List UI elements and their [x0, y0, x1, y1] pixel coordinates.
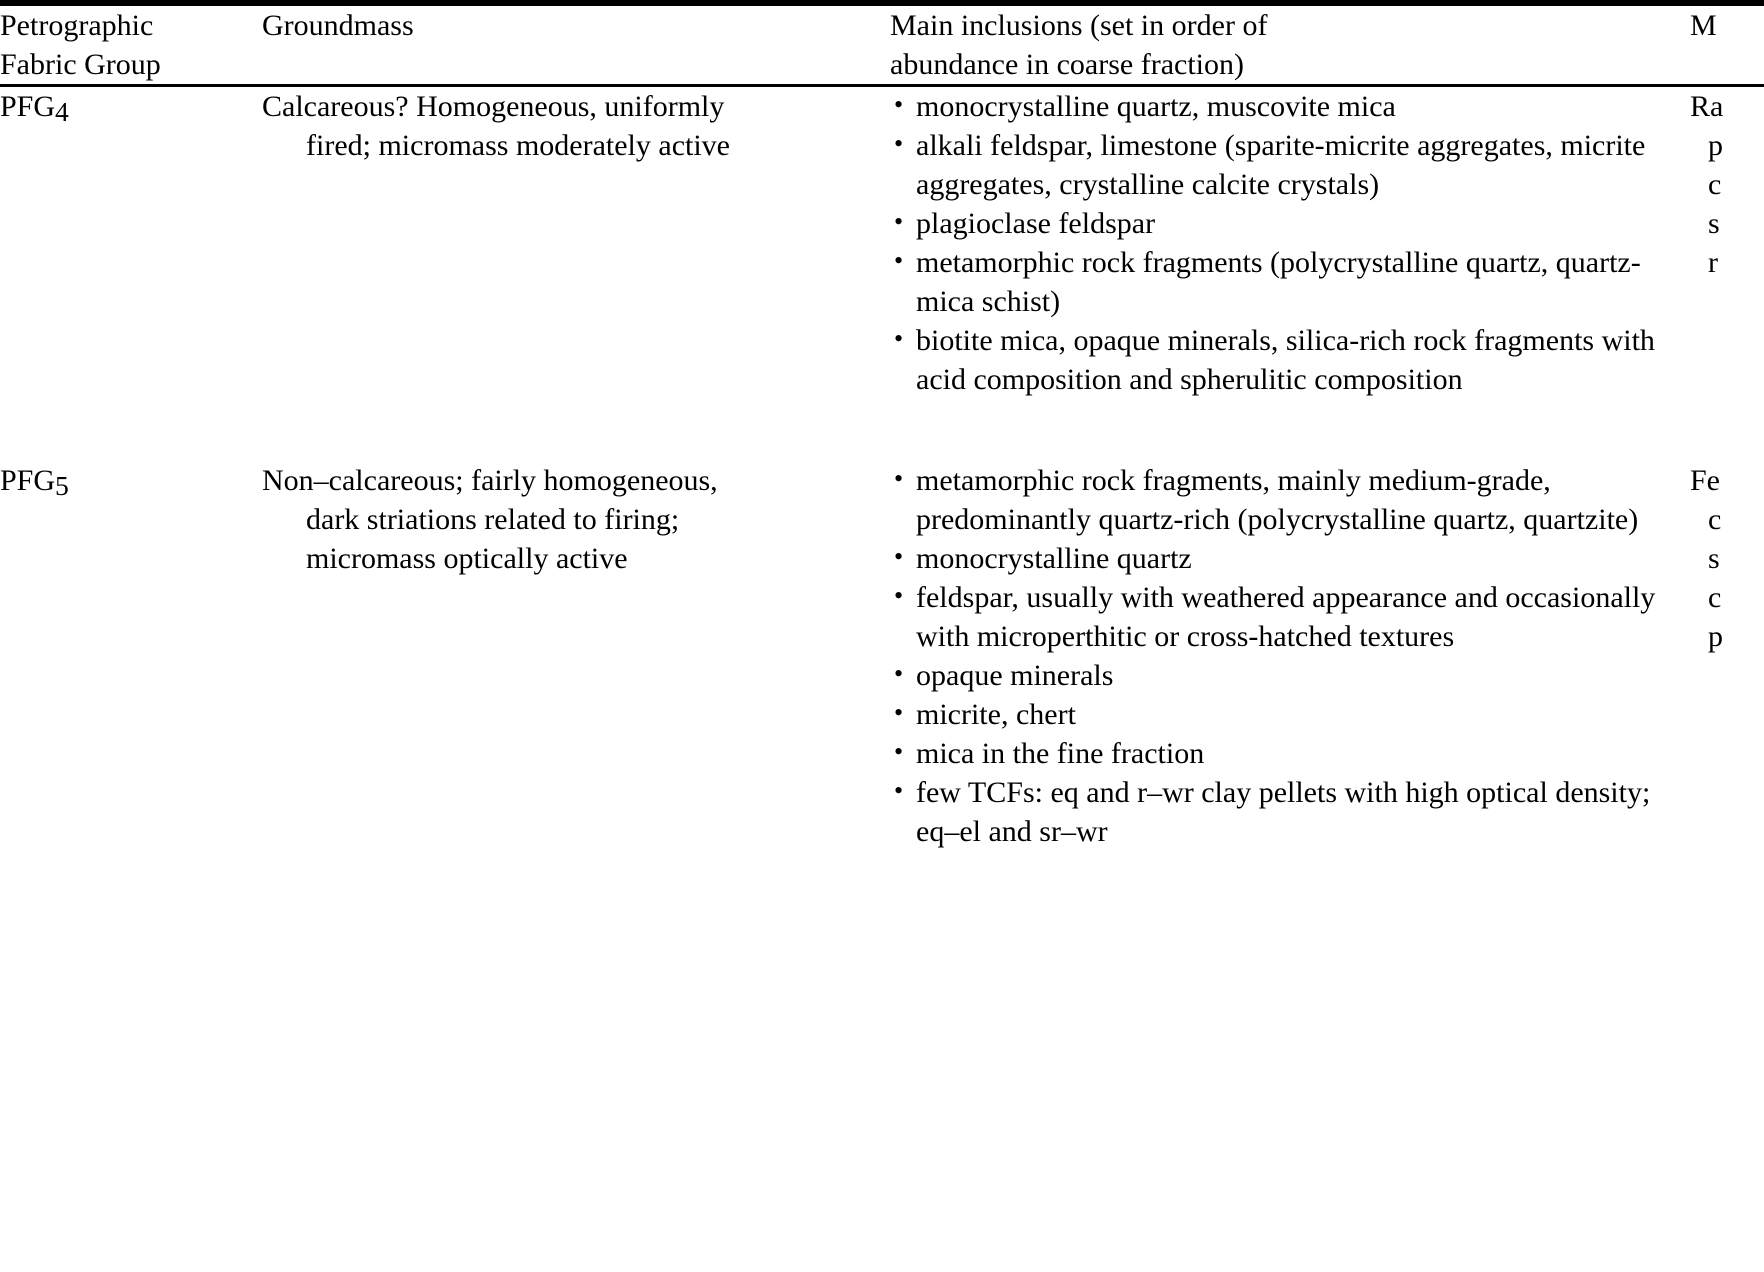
row-spacer-cell — [262, 399, 890, 461]
inclusions-list — [890, 87, 1690, 399]
matrix-line: c — [1708, 168, 1722, 201]
column-header-matrix-line1: M — [1690, 9, 1717, 42]
matrix-line: p — [1708, 620, 1723, 653]
row-group-label-pfg4-text: PFG — [0, 90, 56, 123]
column-header-matrix — [1690, 6, 1764, 84]
matrix-line: c — [1708, 581, 1722, 614]
table-header-row — [0, 6, 1764, 84]
row-spacer-cell — [1690, 399, 1764, 461]
column-header-inclusions-line1: Main inclusions (set in order of — [890, 9, 1268, 42]
list-item: • mica in the fine fraction — [890, 734, 1690, 773]
list-item: • plagioclase feldspar — [890, 204, 1690, 243]
column-header-groundmass — [262, 6, 890, 84]
row-group-number-pfg4: 4 — [55, 96, 69, 127]
groundmass-line: Calcareous? Homogeneous, uniformly — [262, 90, 725, 123]
matrix-line: c — [1708, 503, 1722, 536]
row-matrix-pfg4 — [1690, 87, 1764, 399]
row-spacer — [0, 399, 1764, 461]
matrix-line: r — [1708, 246, 1718, 279]
column-header-group-line1: Petrographic — [0, 9, 154, 42]
matrix-line: p — [1708, 129, 1723, 162]
row-inclusions-pfg5 — [890, 461, 1690, 851]
row-group-number-pfg5: 5 — [55, 470, 69, 501]
list-item: • micrite, chert — [890, 695, 1690, 734]
list-item: • biotite mica, opaque minerals, silica-rich rock fragments with acid composition and spherulitic composition — [890, 321, 1690, 399]
column-header-group-line2: Fabric Group — [0, 48, 161, 81]
column-header-inclusions — [890, 6, 1690, 84]
list-item: • metamorphic rock fragments (polycrystalline quartz, quartz-mica schist) — [890, 243, 1690, 321]
matrix-line: Ra — [1690, 90, 1724, 123]
matrix-line: s — [1708, 542, 1720, 575]
table-row — [0, 461, 1764, 851]
list-item: • metamorphic rock fragments, mainly medium-grade, predominantly quartz-rich (polycrystalline quartz, quartzite) — [890, 461, 1690, 539]
list-item: • opaque minerals — [890, 656, 1690, 695]
row-group-label-pfg4 — [0, 87, 262, 399]
row-group-label-pfg5 — [0, 461, 262, 851]
column-header-group — [0, 6, 262, 84]
row-spacer-cell — [890, 399, 1690, 461]
row-spacer-cell — [0, 399, 262, 461]
row-inclusions-pfg4 — [890, 87, 1690, 399]
list-item: • feldspar, usually with weathered appearance and occasionally with microperthitic or cross-hatched textures — [890, 578, 1690, 656]
groundmass-line: dark striations related to firing; — [306, 503, 680, 536]
column-header-groundmass-line1: Groundmass — [262, 9, 414, 42]
petrographic-fabric-table — [0, 6, 1764, 84]
column-header-inclusions-line2: abundance in coarse fraction) — [890, 48, 1244, 81]
list-item: • alkali feldspar, limestone (sparite-micrite aggregates, micrite aggregates, crystalline calcite crystals) — [890, 126, 1690, 204]
groundmass-line: micromass optically active — [306, 542, 628, 575]
groundmass-line: fired; micromass moderately active — [306, 129, 730, 162]
groundmass-line: Non–calcareous; fairly homogeneous, — [262, 464, 718, 497]
row-groundmass-pfg4 — [262, 87, 890, 399]
list-item: • monocrystalline quartz, muscovite mica — [890, 87, 1690, 126]
inclusions-list — [890, 461, 1690, 851]
list-item: • monocrystalline quartz — [890, 539, 1690, 578]
petrographic-fabric-table-body — [0, 87, 1764, 851]
list-item: • few TCFs: eq and r–wr clay pellets with high optical density; eq–el and sr–wr — [890, 773, 1690, 851]
matrix-line: Fe — [1690, 464, 1720, 497]
row-groundmass-pfg5 — [262, 461, 890, 851]
row-matrix-pfg5 — [1690, 461, 1764, 851]
table-row — [0, 87, 1764, 399]
row-group-label-pfg5-text: PFG — [0, 464, 56, 497]
matrix-line: s — [1708, 207, 1720, 240]
